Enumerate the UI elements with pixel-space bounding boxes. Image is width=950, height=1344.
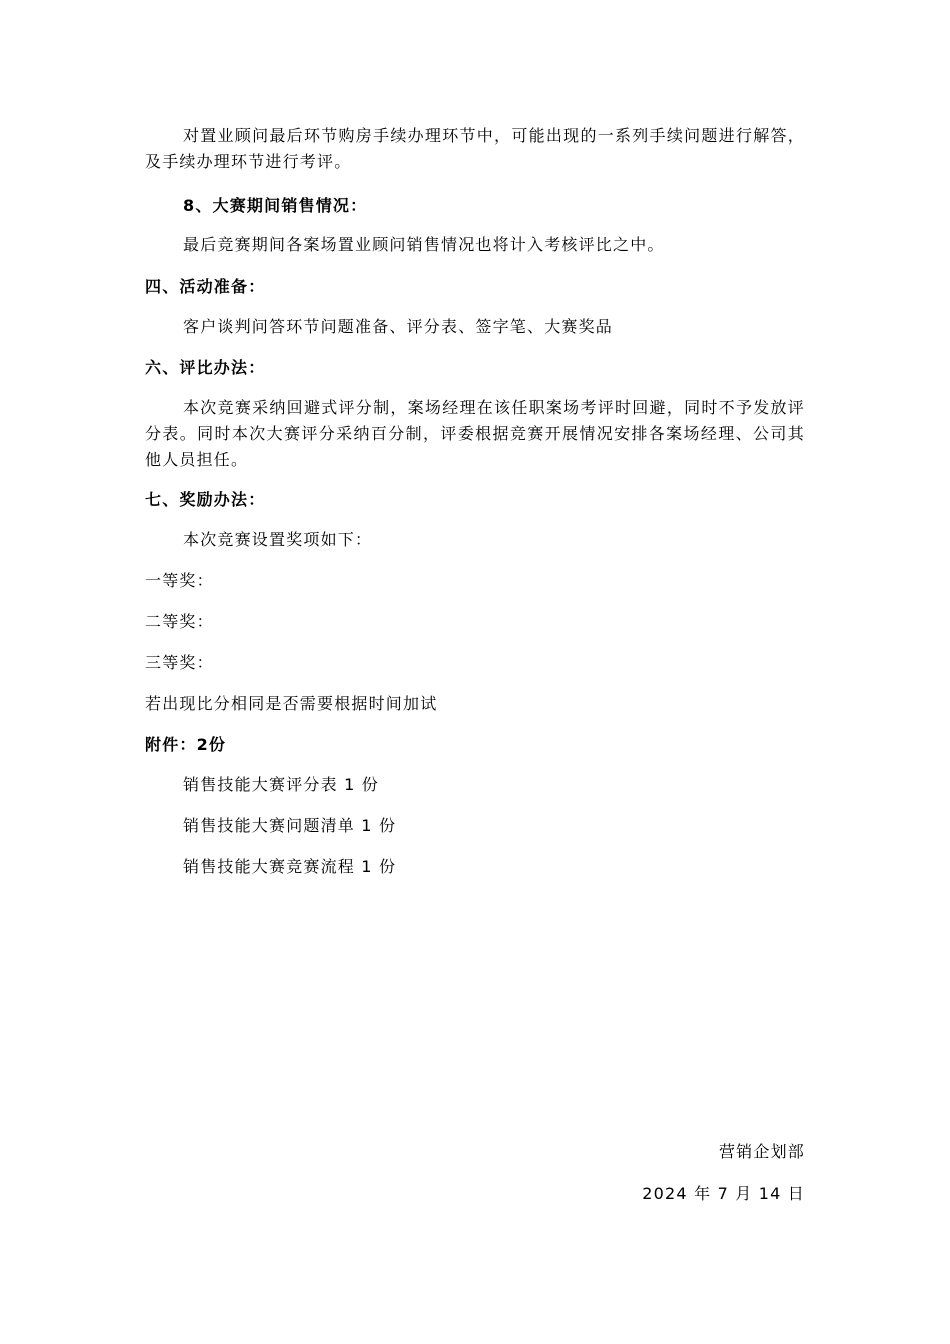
- heading-activity-preparation: 四、活动准备：: [145, 277, 266, 296]
- attachments-heading: 附件：2份: [145, 735, 227, 754]
- tie-breaker-note: 若出现比分相同是否需要根据时间加试: [145, 694, 438, 713]
- attachment-item: 销售技能大赛评分表 1 份: [183, 775, 379, 794]
- heading-reward-method: 七、奖励办法：: [145, 490, 266, 509]
- signature-date: 2024 年 7 月 14 日: [642, 1184, 805, 1203]
- paragraph-evaluation-method: 本次竞赛采纳回避式评分制，案场经理在该任职案场考评时回避，同时不予发放评分表。同时本次大赛评分采纳百分制，评委根据竞赛开展情况安排各案场经理、公司其他人员担任。: [145, 398, 805, 469]
- attachment-item: 销售技能大赛问题清单 1 份: [183, 816, 397, 835]
- prize-third: 三等奖：: [145, 653, 214, 672]
- paragraph-sales: 最后竞赛期间各案场置业顾问销售情况也将计入考核评比之中。: [183, 235, 665, 254]
- paragraph-preparation: 客户谈判问答环节问题准备、评分表、签字笔、大赛奖品: [183, 317, 614, 336]
- heading-evaluation-method: 六、评比办法：: [145, 358, 266, 377]
- paragraph-procedure: 对置业顾问最后环节购房手续办理环节中，可能出现的一系列手续问题进行解答，及手续办理环节进行考评。: [145, 126, 805, 171]
- heading-sales-during-contest: 8、大赛期间销售情况：: [183, 196, 368, 215]
- signature-department: 营销企划部: [718, 1142, 805, 1161]
- attachment-item: 销售技能大赛竞赛流程 1 份: [183, 857, 397, 876]
- prize-first: 一等奖：: [145, 571, 214, 590]
- prize-second: 二等奖：: [145, 612, 214, 631]
- paragraph-reward: 本次竞赛设置奖项如下：: [183, 530, 373, 549]
